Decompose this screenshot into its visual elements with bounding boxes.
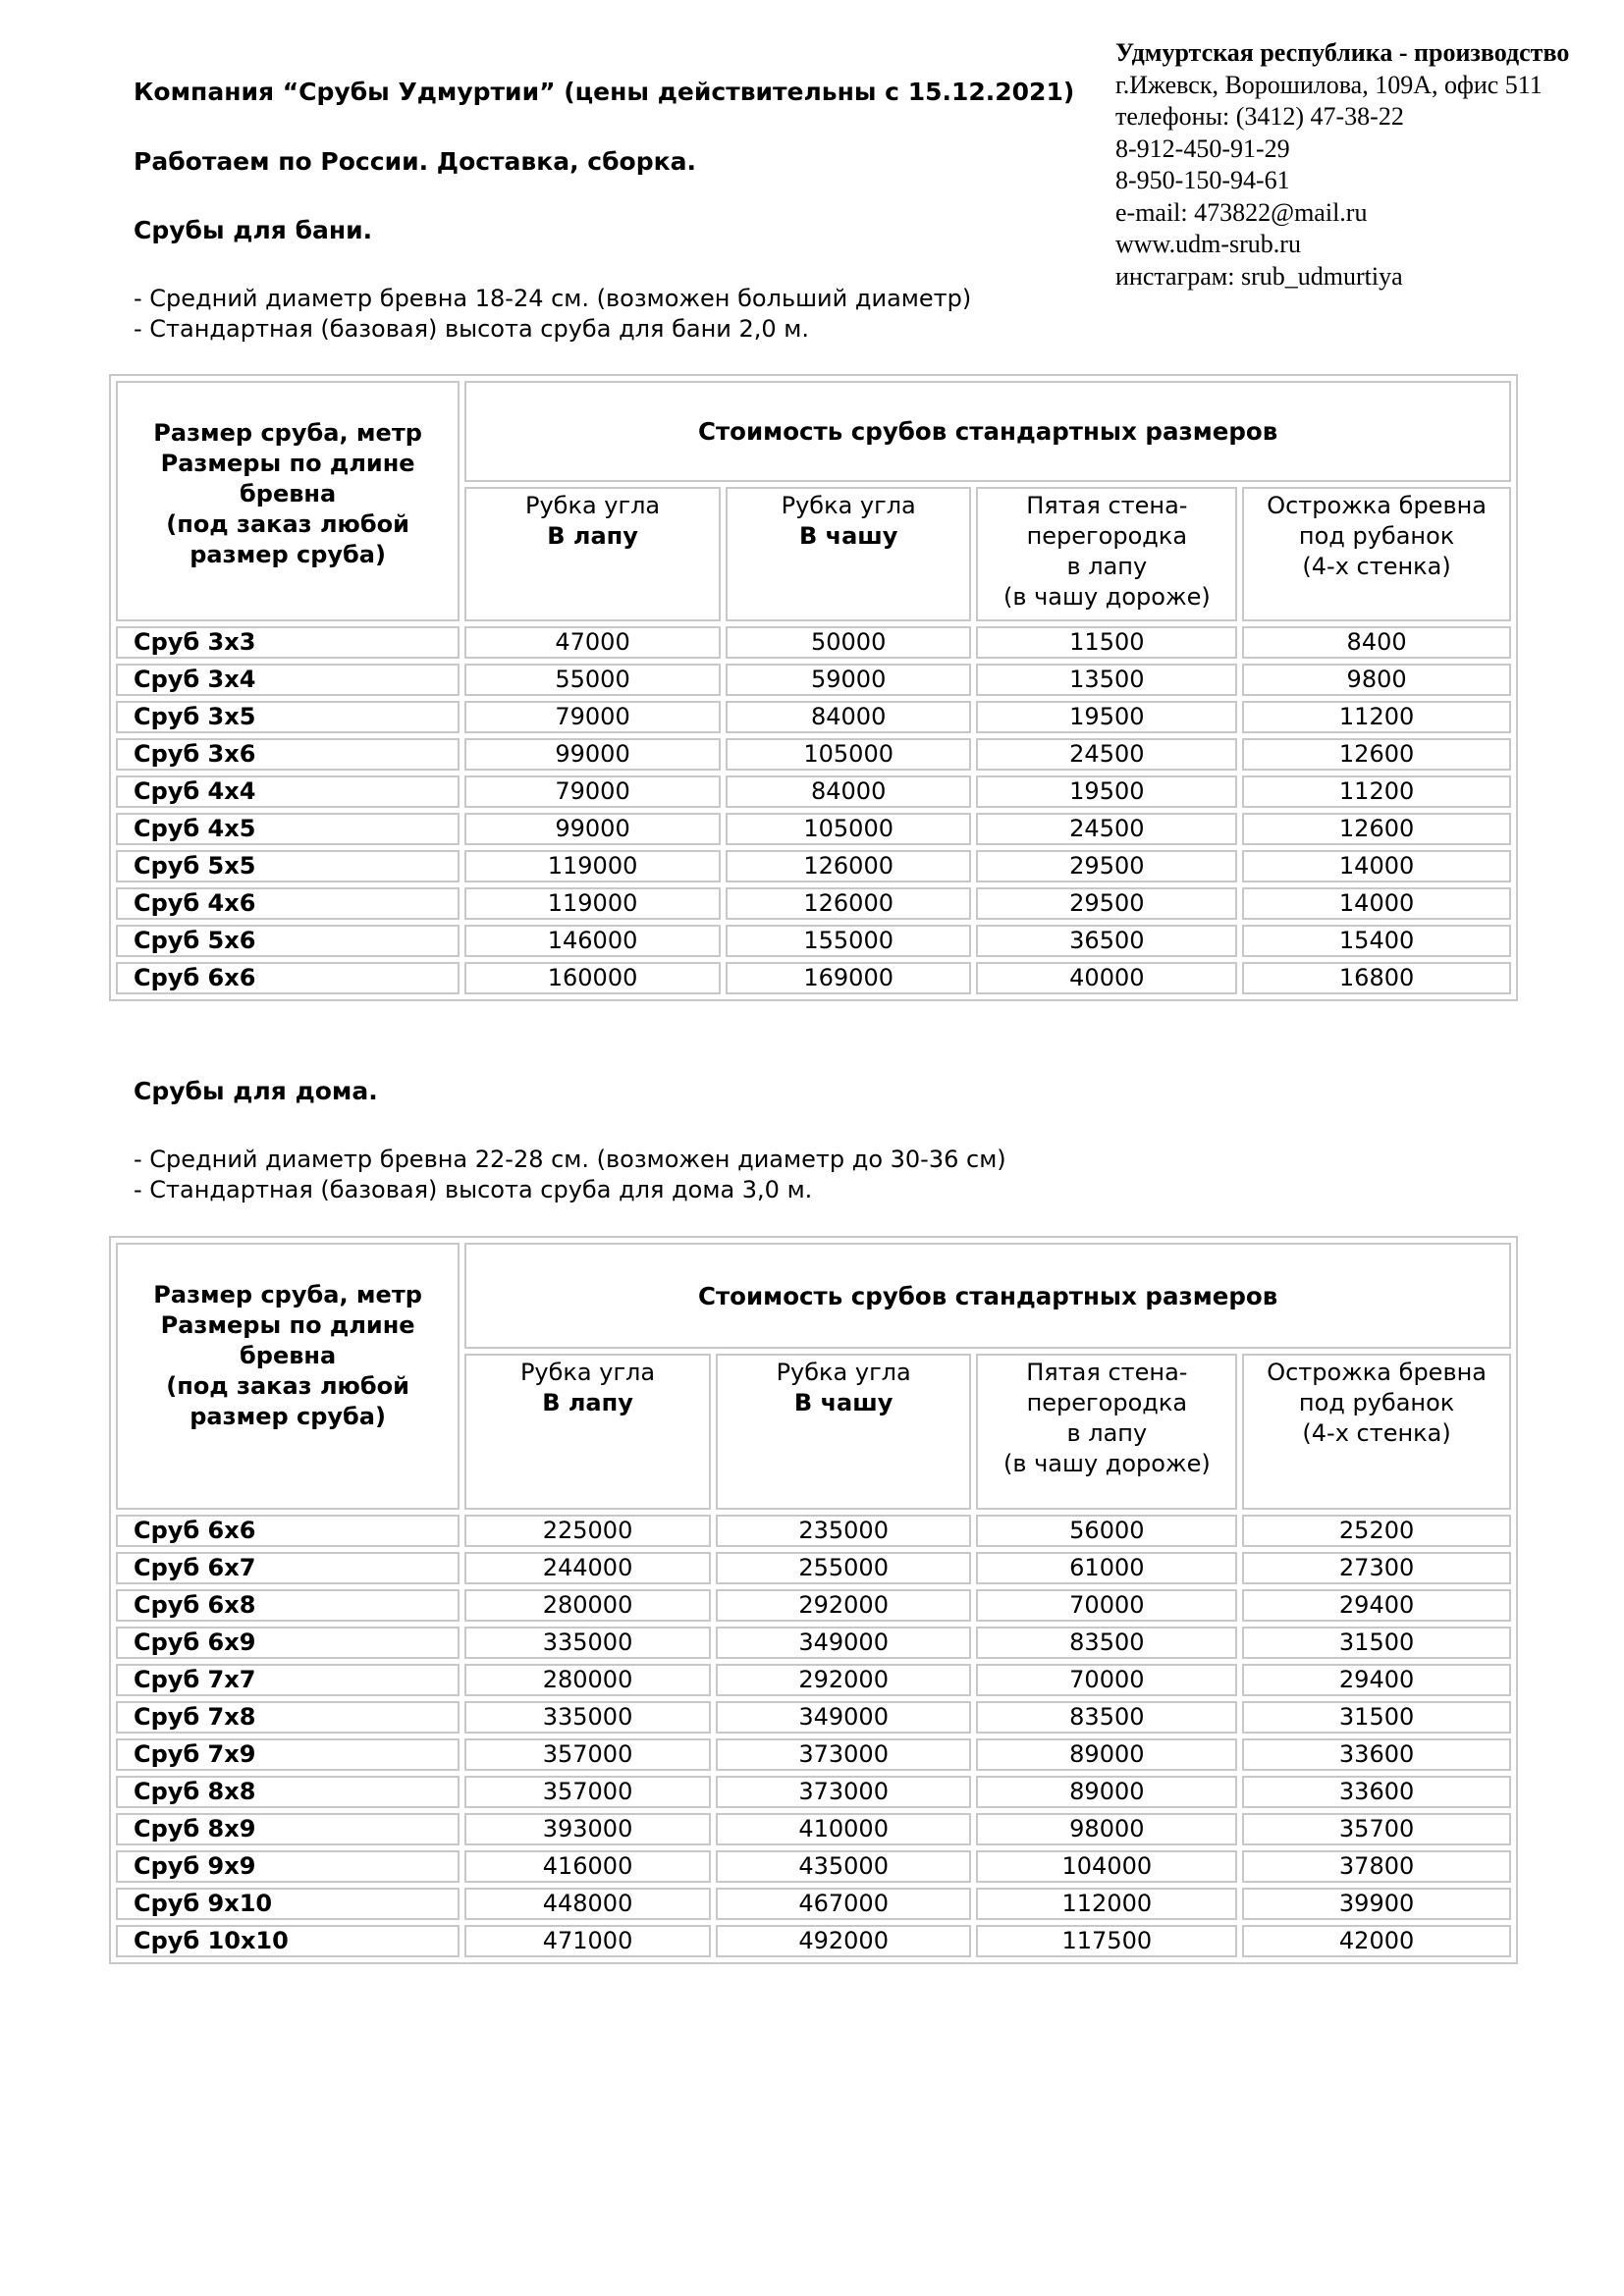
price-cell: 98000	[976, 1813, 1237, 1845]
price-cell: 29500	[976, 887, 1237, 920]
price-cell: 79000	[464, 701, 721, 733]
bath-note-diameter: - Средний диаметр бревна 18-24 см. (возможен больший диаметр)	[134, 285, 972, 312]
table-row	[116, 1925, 1511, 1957]
contact-website: www.udm-srub.ru	[1115, 230, 1301, 258]
table-row	[116, 813, 1511, 845]
contact-phones: телефоны: (3412) 47-38-22	[1115, 102, 1404, 131]
row-size-label: Сруб 7х9	[116, 1738, 460, 1771]
price-cell: 25200	[1242, 1515, 1511, 1547]
price-cell: 11200	[1242, 775, 1511, 808]
price-cell: 16800	[1242, 962, 1511, 994]
bath-size-header: Размер сруба, метр Размеры по длине бревна (под заказ любой размер сруба)	[116, 381, 460, 621]
price-cell: 14000	[1242, 850, 1511, 882]
price-cell: 255000	[716, 1552, 972, 1584]
row-size-label: Сруб 3х3	[116, 626, 460, 659]
company-line: Компания “Срубы Удмуртии” (цены действительны с 15.12.2021)	[134, 78, 1075, 106]
contact-block	[1115, 37, 1616, 293]
price-cell: 335000	[464, 1701, 711, 1734]
row-size-label: Сруб 8х9	[116, 1813, 460, 1845]
house-note-height: - Стандартная (базовая) высота сруба для дома 3,0 м.	[134, 1176, 813, 1203]
row-size-label: Сруб 6х6	[116, 962, 460, 994]
row-size-label: Сруб 5х6	[116, 925, 460, 957]
bath-col-planing: Острожка бревна под рубанок (4-х стенка)	[1242, 487, 1511, 621]
price-cell: 435000	[716, 1850, 972, 1883]
price-cell: 15400	[1242, 925, 1511, 957]
table-row	[116, 626, 1511, 659]
table-row	[116, 1701, 1511, 1734]
row-size-label: Сруб 9х9	[116, 1850, 460, 1883]
house-note-diameter: - Средний диаметр бревна 22-28 см. (возможен диаметр до 30-36 см)	[134, 1146, 1006, 1173]
bath-col-fifth-wall: Пятая стена- перегородка в лапу (в чашу дороже)	[976, 487, 1237, 621]
price-cell: 33600	[1242, 1776, 1511, 1808]
price-cell: 42000	[1242, 1925, 1511, 1957]
price-cell: 292000	[716, 1664, 972, 1696]
row-size-label: Сруб 3х4	[116, 664, 460, 696]
bath-price-table	[109, 374, 1518, 1001]
price-cell: 84000	[726, 701, 972, 733]
price-cell: 393000	[464, 1813, 711, 1845]
price-cell: 492000	[716, 1925, 972, 1957]
price-cell: 84000	[726, 775, 972, 808]
house-col-lapu: Рубка угла В лапу	[464, 1354, 711, 1510]
price-cell: 40000	[976, 962, 1237, 994]
price-cell: 349000	[716, 1627, 972, 1659]
row-size-label: Сруб 4х4	[116, 775, 460, 808]
price-cell: 335000	[464, 1627, 711, 1659]
price-cell: 9800	[1242, 664, 1511, 696]
table-row	[116, 1850, 1511, 1883]
price-cell: 79000	[464, 775, 721, 808]
table-row	[116, 738, 1511, 771]
price-cell: 33600	[1242, 1738, 1511, 1771]
price-cell: 169000	[726, 962, 972, 994]
contact-phone-2: 8-912-450-91-29	[1115, 133, 1290, 163]
price-cell: 292000	[716, 1589, 972, 1622]
price-cell: 8400	[1242, 626, 1511, 659]
price-cell: 126000	[726, 887, 972, 920]
house-price-table	[109, 1236, 1518, 1964]
row-size-label: Сруб 8х8	[116, 1776, 460, 1808]
price-cell: 83500	[976, 1627, 1237, 1659]
house-col-chashu: Рубка угла В чашу	[716, 1354, 972, 1510]
contact-address: г.Ижевск, Ворошилова, 109А, офис 511	[1115, 70, 1543, 99]
price-cell: 39900	[1242, 1888, 1511, 1920]
row-size-label: Сруб 6х6	[116, 1515, 460, 1547]
house-col-planing: Острожка бревна под рубанок (4-х стенка)	[1242, 1354, 1511, 1510]
price-cell: 13500	[976, 664, 1237, 696]
row-size-label: Сруб 6х7	[116, 1552, 460, 1584]
contact-phone-3: 8-950-150-94-61	[1115, 166, 1290, 194]
price-cell: 104000	[976, 1850, 1237, 1883]
table-row	[116, 1552, 1511, 1584]
price-cell: 99000	[464, 813, 721, 845]
table-row	[116, 1776, 1511, 1808]
price-cell: 29400	[1242, 1589, 1511, 1622]
price-cell: 29500	[976, 850, 1237, 882]
price-cell: 235000	[716, 1515, 972, 1547]
price-cell: 357000	[464, 1776, 711, 1808]
price-cell: 37800	[1242, 1850, 1511, 1883]
price-cell: 50000	[726, 626, 972, 659]
row-size-label: Сруб 4х6	[116, 887, 460, 920]
price-cell: 12600	[1242, 738, 1511, 771]
price-cell: 89000	[976, 1776, 1237, 1808]
price-cell: 12600	[1242, 813, 1511, 845]
price-cell: 24500	[976, 738, 1237, 771]
row-size-label: Сруб 6х8	[116, 1589, 460, 1622]
price-cell: 448000	[464, 1888, 711, 1920]
price-cell: 471000	[464, 1925, 711, 1957]
price-cell: 467000	[716, 1888, 972, 1920]
price-cell: 225000	[464, 1515, 711, 1547]
table-row	[116, 962, 1511, 994]
row-size-label: Сруб 4х5	[116, 813, 460, 845]
bath-col-chashu: Рубка угла В чашу	[726, 487, 972, 621]
bath-col-lapu: Рубка угла В лапу	[464, 487, 721, 621]
price-cell: 31500	[1242, 1701, 1511, 1734]
row-size-label: Сруб 7х7	[116, 1664, 460, 1696]
bath-cost-title: Стоимость срубов стандартных размеров	[464, 381, 1511, 482]
contact-title: Удмуртская республика - производство	[1115, 38, 1570, 67]
price-cell: 11200	[1242, 701, 1511, 733]
price-cell: 11500	[976, 626, 1237, 659]
price-cell: 105000	[726, 813, 972, 845]
price-cell: 117500	[976, 1925, 1237, 1957]
row-size-label: Сруб 5х5	[116, 850, 460, 882]
price-cell: 349000	[716, 1701, 972, 1734]
price-cell: 119000	[464, 887, 721, 920]
price-cell: 280000	[464, 1664, 711, 1696]
price-cell: 373000	[716, 1738, 972, 1771]
house-table-title-row	[116, 1243, 1511, 1349]
price-cell: 24500	[976, 813, 1237, 845]
table-row	[116, 887, 1511, 920]
price-cell: 35700	[1242, 1813, 1511, 1845]
price-cell: 47000	[464, 626, 721, 659]
price-cell: 112000	[976, 1888, 1237, 1920]
table-row	[116, 925, 1511, 957]
bath-heading: Срубы для бани.	[134, 216, 373, 244]
price-cell: 155000	[726, 925, 972, 957]
contact-email: e-mail: 473822@mail.ru	[1115, 197, 1368, 227]
price-cell: 280000	[464, 1589, 711, 1622]
price-cell: 70000	[976, 1589, 1237, 1622]
price-cell: 410000	[716, 1813, 972, 1845]
table-row	[116, 1738, 1511, 1771]
table-row	[116, 775, 1511, 808]
row-size-label: Сруб 10х10	[116, 1925, 460, 1957]
house-col-fifth-wall: Пятая стена- перегородка в лапу (в чашу дороже)	[976, 1354, 1237, 1510]
bath-table-title-row	[116, 381, 1511, 482]
price-cell: 14000	[1242, 887, 1511, 920]
bath-note-height: - Стандартная (базовая) высота сруба для бани 2,0 м.	[134, 315, 810, 343]
price-cell: 27300	[1242, 1552, 1511, 1584]
price-cell: 36500	[976, 925, 1237, 957]
price-cell: 119000	[464, 850, 721, 882]
price-cell: 55000	[464, 664, 721, 696]
price-cell: 126000	[726, 850, 972, 882]
price-cell: 31500	[1242, 1627, 1511, 1659]
price-cell: 89000	[976, 1738, 1237, 1771]
price-cell: 59000	[726, 664, 972, 696]
row-size-label: Сруб 6х9	[116, 1627, 460, 1659]
price-cell: 416000	[464, 1850, 711, 1883]
price-cell: 160000	[464, 962, 721, 994]
row-size-label: Сруб 3х5	[116, 701, 460, 733]
house-cost-title: Стоимость срубов стандартных размеров	[464, 1243, 1511, 1349]
table-row	[116, 1664, 1511, 1696]
table-row	[116, 1627, 1511, 1659]
price-cell: 29400	[1242, 1664, 1511, 1696]
price-cell: 19500	[976, 775, 1237, 808]
row-size-label: Сруб 9х10	[116, 1888, 460, 1920]
table-row	[116, 1888, 1511, 1920]
price-cell: 244000	[464, 1552, 711, 1584]
table-row	[116, 850, 1511, 882]
russia-line: Работаем по России. Доставка, сборка.	[134, 147, 696, 176]
table-row	[116, 1515, 1511, 1547]
table-row	[116, 664, 1511, 696]
price-cell: 19500	[976, 701, 1237, 733]
price-cell: 61000	[976, 1552, 1237, 1584]
house-heading: Срубы для дома.	[134, 1077, 378, 1105]
price-cell: 373000	[716, 1776, 972, 1808]
table-row	[116, 701, 1511, 733]
price-cell: 99000	[464, 738, 721, 771]
price-cell: 105000	[726, 738, 972, 771]
row-size-label: Сруб 7х8	[116, 1701, 460, 1734]
price-cell: 70000	[976, 1664, 1237, 1696]
house-size-header: Размер сруба, метр Размеры по длине бревна (под заказ любой размер сруба)	[116, 1243, 460, 1510]
price-cell: 83500	[976, 1701, 1237, 1734]
table-row	[116, 1589, 1511, 1622]
row-size-label: Сруб 3х6	[116, 738, 460, 771]
table-row	[116, 1813, 1511, 1845]
contact-instagram: инстаграм: srub_udmurtiya	[1115, 261, 1403, 291]
price-cell: 56000	[976, 1515, 1237, 1547]
price-cell: 357000	[464, 1738, 711, 1771]
price-cell: 146000	[464, 925, 721, 957]
